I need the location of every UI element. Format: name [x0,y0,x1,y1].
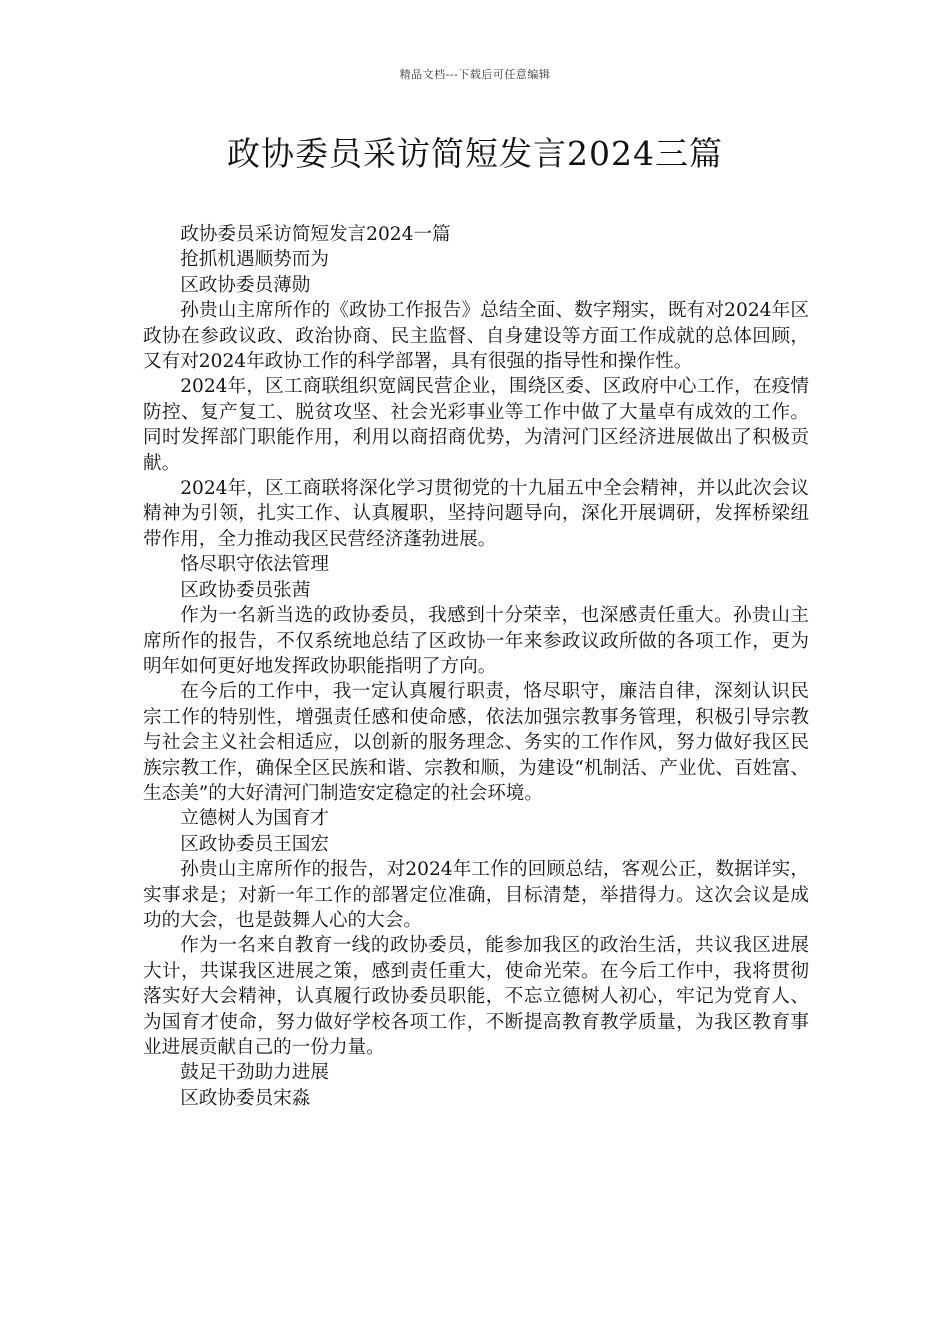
speaker-name: 区政协委员宋淼 [180,1087,311,1109]
speech-title: 恪尽职守依法管理 [180,554,329,576]
paragraph: 作为一名来自教育一线的政协委员，能参加我区的政治生活，共议我区进展大计，共谋我区进展之策，感到责任重大，使命光荣。在今后工作中，我将贯彻落实好大会精神，认真履行政协委员职能，不忘立德树人初心，牢记为党育人、为国育才使命，努力做好学校各项工作，不断提高教育教学质量，为我区教育事业进展贡献自己的一份力量。 [143,935,809,1058]
paragraph: 2024年，区工商联将深化学习贯彻党的十九届五中全会精神，并以此次会议精神为引领，扎实工作、认真履职，坚持问题导向，深化开展调研，发挥桥梁纽带作用，全力推动我区民营经济蓬勃进展。 [143,478,809,550]
speech-title: 立德树人为国育才 [180,808,329,830]
speaker-name: 区政协委员张茜 [180,579,311,601]
paragraph: 作为一名新当选的政协委员，我感到十分荣幸，也深感责任重大。孙贵山主席所作的报告，不仅系统地总结了区政协一年来参政议政所做的各项工作，更为明年如何更好地发挥政协职能指明了方向。 [143,605,809,677]
paragraph: 孙贵山主席所作的《政协工作报告》总结全面、数字翔实，既有对2024年区政协在参政议政、政治协商、民主监督、自身建设等方面工作成就的总体回顾，又有对2024年政协工作的科学部署，具有很强的指导性和操作性。 [143,300,809,373]
paragraph: 孙贵山主席所作的报告，对2024年工作的回顾总结，客观公正，数据详实，实事求是；对新一年工作的部署定位准确，目标清楚，举措得力。这次会议是成功的大会，也是鼓舞人心的大会。 [143,859,809,931]
header-note: 精品文档---下载后可任意编辑 [399,68,551,81]
paragraph: 在今后的工作中，我一定认真履行职责，恪尽职守，廉洁自律，深刻认识民宗工作的特别性，增强责任感和使命感，依法加强宗教事务管理，积极引导宗教与社会主义社会相适应，以创新的服务理念、务实的工作作风，努力做好我区民族宗教工作，确保全区民族和谐、宗教和顺，为建设“机制活、产业优、百姓富、生态美”的大好清河门制造安定稳定的社会环境。 [143,681,809,804]
speech-title: 抢抓机遇顺势而为 [180,249,329,271]
document-body [143,222,809,1111]
section-heading: 政协委员采访简短发言2024一篇 [180,224,451,245]
paragraph: 2024年，区工商联组织宽阔民营企业，围绕区委、区政府中心工作，在疫情防控、复产复工、脱贫攻坚、社会光彩事业等工作中做了大量卓有成效的工作。同时发挥部门职能作用，利用以商招商优势，为清河门区经济进展做出了积极贡献。 [143,376,809,474]
document-title: 政协委员采访简短发言2024三篇 [227,134,723,173]
speaker-name: 区政协委员王国宏 [180,833,329,855]
speech-title: 鼓足干劲助力进展 [180,1062,329,1084]
speaker-name: 区政协委员薄勋 [180,274,311,296]
